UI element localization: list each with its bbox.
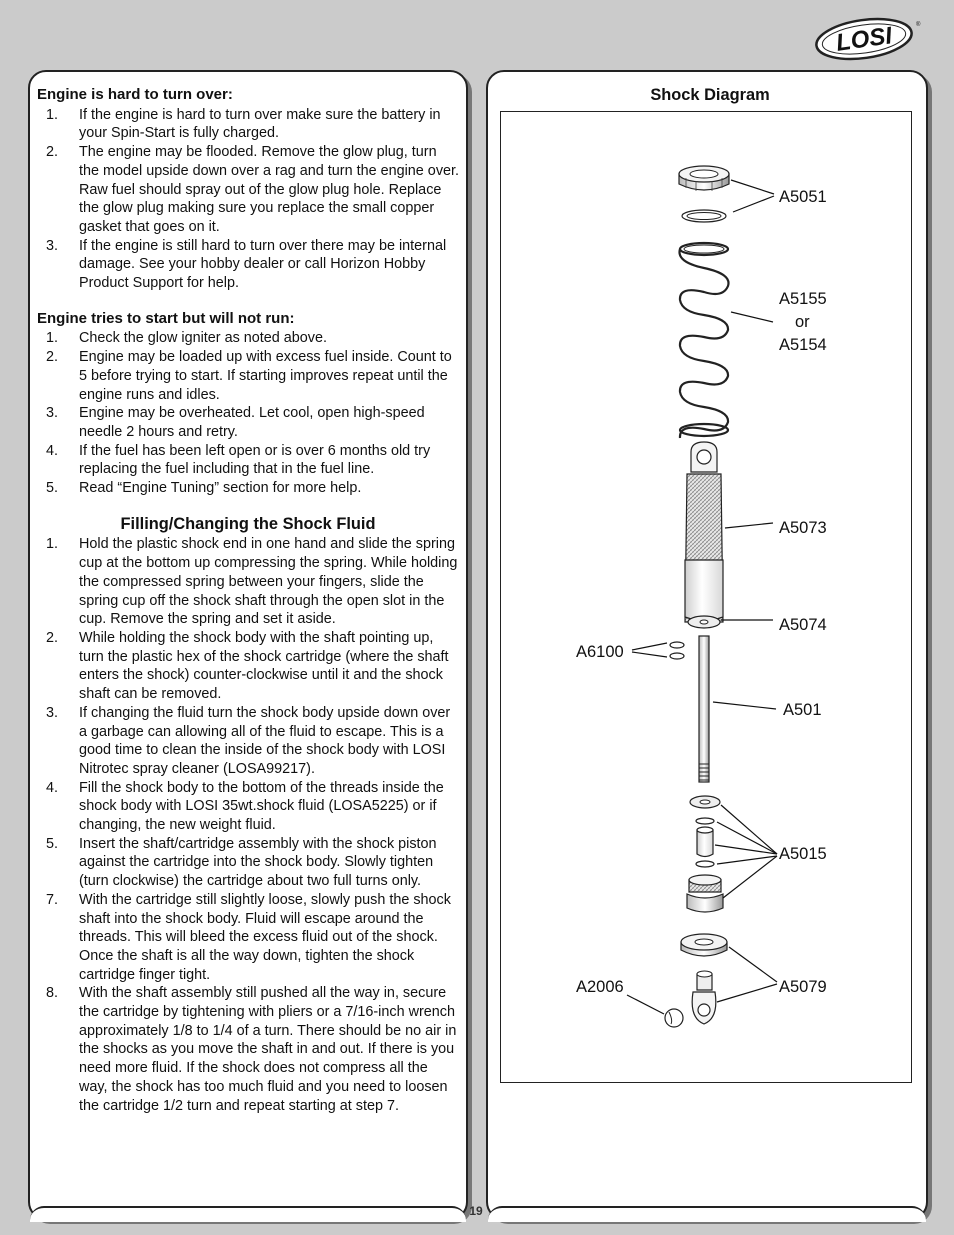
label-a5073: A5073 (779, 519, 827, 537)
item-number: 5. (46, 835, 59, 852)
item-number: 1. (46, 330, 59, 347)
item-text: Fill the shock body to the bottom of the threads inside the shock body with LOSI 35wt.shock fluid (LOSA5225) or if changing, the new weight fluid. (79, 779, 444, 834)
item-text: Engine may be overheated. Let cool, open high-speed needle 2 hours and retry. (79, 405, 425, 440)
svg-text:LOSI: LOSI (834, 22, 894, 57)
item-number: 2. (46, 629, 59, 646)
item-number: 1. (46, 536, 59, 553)
item-number: 3. (46, 405, 59, 422)
step-list (37, 106, 459, 293)
troubleshooting-text (37, 86, 459, 1132)
label-a5154: A5154 (779, 336, 827, 354)
item-number: 7. (46, 891, 59, 908)
item-text: The engine may be flooded. Remove the glow plug, turn the model upside down over a rag and turn the engine over. Raw fuel should spray out of the glow plug hole. Replace the glow plug making sure you replace the small copper gasket that goes on it. (79, 144, 460, 235)
item-number: 3. (46, 704, 59, 721)
list-item (37, 106, 459, 143)
list-item (37, 348, 459, 404)
label-a5079: A5079 (779, 978, 827, 996)
list-item (37, 629, 459, 704)
section-heading: Filling/Changing the Shock Fluid (120, 514, 376, 533)
item-number: 3. (46, 237, 59, 254)
label-a2006: A2006 (576, 978, 624, 996)
shock-body-part (685, 442, 773, 622)
section-engine-hard-to-turn (37, 86, 459, 293)
item-text: Read “Engine Tuning” section for more help. (79, 480, 362, 497)
item-text: Engine may be loaded up with excess fuel inside. Count to 5 before trying to start. If starting improves repeat until the engine runs and idles. (79, 349, 452, 403)
spring-cap-part (679, 166, 774, 222)
section-shock-fluid (37, 515, 459, 1116)
list-item (37, 704, 459, 779)
label-a501: A501 (783, 701, 822, 719)
list-item (37, 404, 459, 441)
diagram-title: Shock Diagram (650, 86, 770, 104)
list-item (37, 442, 459, 479)
item-number: 4. (46, 779, 59, 796)
label-a5051: A5051 (779, 188, 827, 206)
list-item (37, 984, 459, 1115)
item-number: 8. (46, 985, 59, 1002)
step-list (37, 535, 459, 1115)
item-text: With the cartridge still slightly loose, slowly push the shock shaft into the shock body. Fluid will escape around the threads. This will bleed the excess fluid out of the shock. Once the shaft is all the way down, tighten the shock cartridge finger tight. (79, 891, 451, 983)
rod-end-part (627, 934, 777, 1027)
item-text: If the engine is still hard to turn over there may be internal damage. See your hobby dealer or call Horizon Hobby Product Support for help. (79, 237, 447, 292)
item-number: 5. (46, 480, 59, 497)
svg-text:®: ® (916, 22, 921, 28)
list-item (37, 143, 459, 237)
item-text: If changing the fluid turn the shock body upside down over a garbage can allowing all of the fluid to escape. This is a good time to clean the inside of the shock body with LOSI Nitrotec spray cleaner (LOSA99217). (79, 704, 451, 777)
section-engine-will-not-run (37, 310, 459, 498)
item-number: 2. (46, 349, 59, 366)
left-panel-footer (30, 1206, 466, 1222)
list-item (37, 237, 459, 293)
piston-part (688, 616, 773, 628)
shock-shaft-part (699, 636, 776, 782)
item-text: While holding the shock body with the shaft pointing up, turn the plastic hex of the shock cartridge (where the shaft enters the shock) counter-clockwise until it and the shock shaft can be removed. (79, 629, 449, 703)
label-a5015: A5015 (779, 845, 827, 863)
list-item (37, 535, 459, 629)
spring-part (680, 243, 729, 438)
item-text: Insert the shaft/cartridge assembly with the shock piston against the cartridge into the shock body. Slowly tighten (turn clockwise) the cartridge about two full turns only. (79, 835, 437, 890)
label-a5074: A5074 (779, 616, 827, 634)
list-item (37, 479, 459, 498)
cartridge-part (687, 796, 777, 912)
step-list (37, 329, 459, 497)
shock-diagram (500, 111, 912, 1083)
e-clip-part (632, 642, 684, 659)
list-item (37, 835, 459, 891)
item-text: If the fuel has been left open or is over 6 months old try replacing the fuel including that in the fuel line. (79, 442, 431, 478)
section-heading: Engine tries to start but will not run: (37, 309, 295, 327)
item-text: Hold the plastic shock end in one hand and slide the spring cup at the bottom up compressing the spring. While holding the compressed spring between your fingers, slide the spring cup off the shock shaft through the open slot in the cup. Remove the spring and set it aside. (79, 536, 458, 628)
item-number: 4. (46, 442, 59, 459)
label-a6100: A6100 (576, 643, 624, 661)
list-item (37, 329, 459, 348)
shock-diagram-drawing (501, 112, 913, 1084)
list-item (37, 779, 459, 835)
item-text: Check the glow igniter as noted above. (79, 330, 327, 347)
item-number: 2. (46, 144, 59, 161)
item-text: If the engine is hard to turn over make sure the battery in your Spin-Start is fully charged. (79, 106, 441, 142)
item-text: With the shaft assembly still pushed all the way in, secure the cartridge by tightening with pliers or a 7/16-inch wrench approximately 1/8 to 1/4 of a turn. There should be no air in the shocks as you move the shaft in and out. If there is you need more fluid. If the shock does not compress all the way, the shock has too much fluid and you need to loosen the cartridge 1/2 turn and repeat starting at step 7. (79, 985, 457, 1114)
section-heading: Engine is hard to turn over: (37, 86, 233, 103)
label-a5155: A5155 (779, 290, 827, 308)
item-number: 1. (46, 106, 59, 123)
list-item (37, 891, 459, 985)
right-panel-footer (488, 1206, 926, 1222)
losi-logo (812, 14, 922, 62)
label-or: or (795, 313, 810, 331)
page-number: 19 (469, 1204, 483, 1218)
